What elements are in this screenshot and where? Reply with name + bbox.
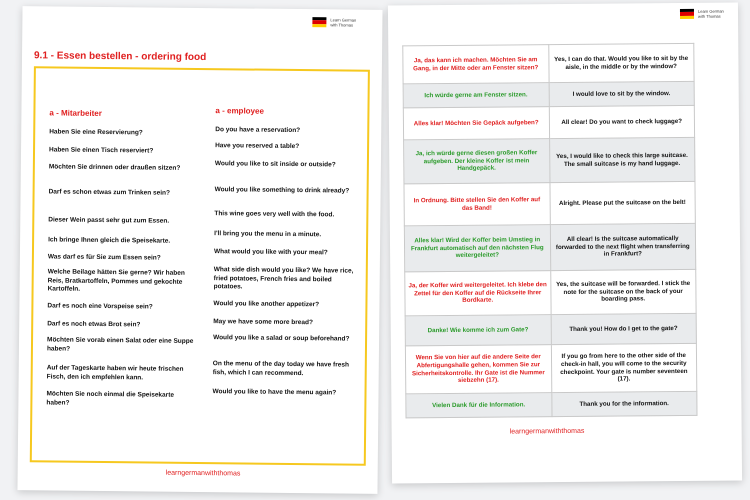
footer-credit: learngermanwiththomas [509,427,585,436]
phrase-english: On the menu of the day today we have fresh fish, which I can recommend. [212,360,350,377]
cell-german: Alles klar! Möchten Sie Gepäck aufgeben? [403,107,549,140]
cell-german: Ja, ich würde gerne diesen großen Koffer aufgeben. Der kleine Koffer ist mein Handgepäck. [404,139,550,184]
phrase-english: I'll bring you the menu in a minute. [214,230,322,239]
cell-english: All clear! Is the suitcase automatically forwarded to the next flight when transferring in Frankfurt? [550,223,696,270]
phrase-german: Darf es noch eine Vorspeise sein? [47,302,153,311]
table-row [405,313,696,346]
phrase-german: Darf es noch etwas Brot sein? [47,320,141,329]
cell-german: Vielen Dank für die Information. [406,393,552,418]
footer-credit: learngermanwiththomas [165,469,241,478]
table-row [404,137,695,184]
brand-text: Learn German with Thomas [330,17,357,28]
cell-english: Thank you for the information. [551,391,697,416]
column-header-english: a - employee [215,106,264,116]
cell-german: In Ordnung. Bitte stellen Sie den Koffer auf das Band! [404,183,550,226]
page-title: 9.1 - Essen bestellen - ordering food [33,50,207,64]
phrase-english: What would you like with your meal? [213,248,328,257]
table-row [404,223,695,272]
phrase-german: Auf der Tageskarte haben wir heute frischen Fisch, den ich empfehlen kann. [46,364,184,381]
cell-english: Yes, the suitcase will be forwarded. I stick the note for the suitcase on the back of your boarding pass. [550,269,696,314]
cell-german: Ich würde gerne am Fenster sitzen. [403,83,549,108]
phrase-english: Have you reserved a table? [215,142,300,151]
table-row [404,181,695,226]
phrase-english: Would you like a salad or soup beforehand? [213,334,350,343]
cell-english: Thank you! How do I get to the gate? [551,313,697,344]
brand-text: Learn German with Thomas [697,8,724,19]
table-row [403,81,694,108]
phrase-english: Would you like to have the menu again? [212,388,337,397]
cell-english: Yes, I would like to check this large suitcase. The small suitcase is my hand luggage. [549,137,695,182]
column-header-german: a - Mitarbeiter [49,108,102,118]
table-row [403,105,694,140]
table-row [403,43,694,84]
phrase-german: Darf es schon etwas zum Trinken sein? [48,188,171,197]
phrase-german: Haben Sie einen Tisch reserviert? [49,146,154,155]
table-row [406,391,697,418]
cell-english: If you go from here to the other side of the check-in hall, you will come to the security checkpoint. Your gate is number seventeen (17). [551,343,697,392]
worksheet-page-right [388,2,742,483]
cell-english: Alright. Please put the suitcase on the belt! [549,181,695,224]
phrase-english: Would you like to sit inside or outside? [214,160,336,169]
phrase-english: Would you like something to drink already? [214,186,350,195]
cell-english: All clear! Do you want to check luggage? [549,105,695,138]
dialogue-table [402,43,697,419]
phrase-german: Dieser Wein passt sehr gut zum Essen. [48,216,170,225]
phrase-frame [30,66,370,465]
phrase-english: This wine goes very well with the food. [214,210,335,219]
phrase-german: Möchten Sie vorab einen Salat oder eine Suppe haben? [46,336,194,353]
table-row [405,269,696,316]
cell-german: Wenn Sie von hier auf die andere Seite der Abfertigungshalle gehen, kommen Sie zur Sicherheitskontrolle. Ihr Gate ist die Nummer siebzehn (17). [405,345,551,394]
brand-logo [312,17,368,28]
phrase-german: Ich bringe Ihnen gleich die Speisekarte. [48,236,171,245]
phrase-german: Möchten Sie noch einmal die Speisekarte haben? [46,390,175,407]
phrase-german: Haben Sie eine Reservierung? [49,128,143,137]
cell-german: Alles klar! Wird der Koffer beim Umstieg in Frankfurt automatisch auf den nächsten Flug weitergeleitet? [404,225,550,272]
phrase-german: Welche Beilage hätten Sie gerne? Wir haben Reis, Bratkartoffeln, Pommes und gekochte Kartoffeln. [47,268,185,293]
worksheet-page-left [17,6,382,494]
cell-english: I would love to sit by the window. [549,81,695,106]
german-flag-icon [312,17,326,27]
cell-german: Danke! Wie komme ich zum Gate? [405,315,551,346]
german-flag-icon [680,9,694,19]
phrase-english: What side dish would you like? We have rice, fried potatoes, French fries and boiled potatoes. [213,266,354,291]
phrase-german: Was darf es für Sie zum Essen sein? [47,253,161,262]
brand-logo [680,8,736,18]
phrase-german: Möchten Sie drinnen oder draußen sitzen? [48,163,181,172]
phrase-english: Would you like another appetizer? [213,300,320,309]
table-row [405,343,696,394]
phrase-english: Do you have a reservation? [215,126,301,135]
cell-german: Ja, das kann ich machen. Möchten Sie am Gang, in der Mitte oder am Fenster sitzen? [403,45,549,84]
phrase-english: May we have some more bread? [213,318,314,327]
cell-german: Ja, der Koffer wird weitergeleitet. Ich klebe den Zettel für den Koffer auf die Rückseite Ihrer Bordkarte. [405,271,551,316]
cell-english: Yes, I can do that. Would you like to sit by the aisle, in the middle or by the window? [548,43,694,82]
